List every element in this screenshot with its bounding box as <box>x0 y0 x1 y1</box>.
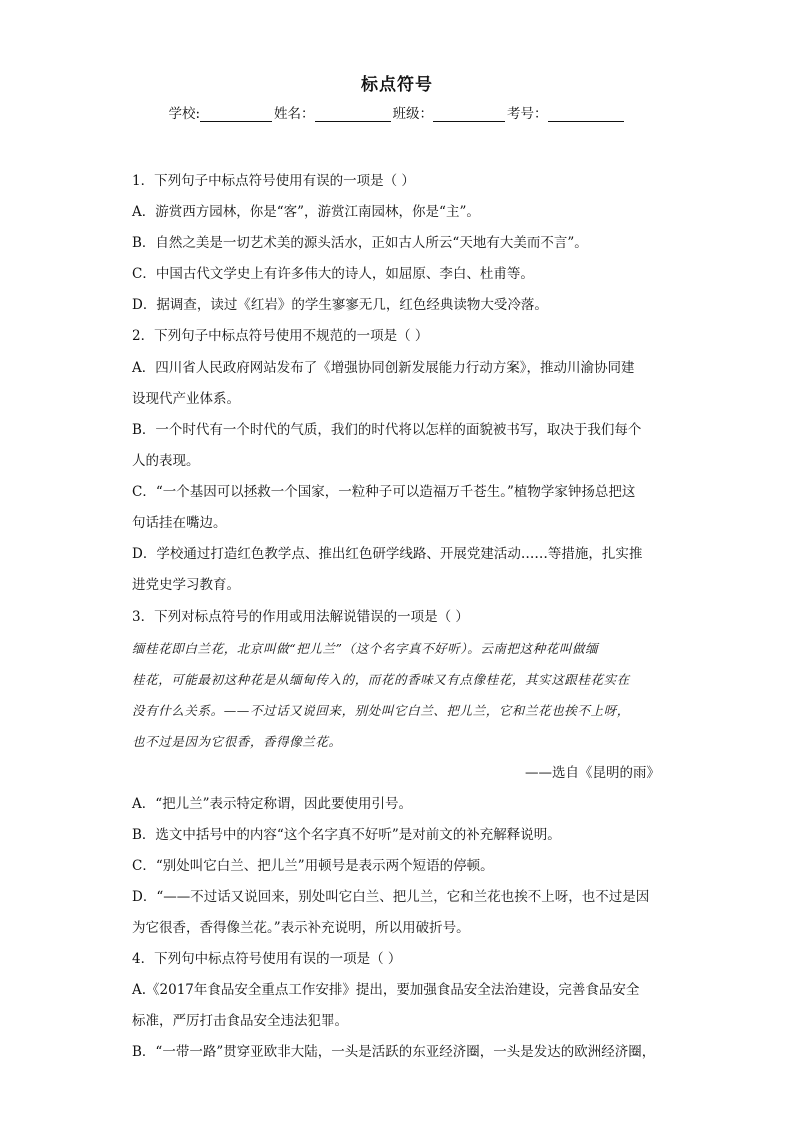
question-4-option-b: B．“一带一路”贯穿亚欧非大陆，一头是活跃的东亚经济圈，一头是发达的欧洲经济圈， <box>132 1044 656 1060</box>
school-field[interactable] <box>200 106 272 122</box>
passage-line: 没有什么关系。——不过话又说回来，别处叫它白兰、把儿兰，它和兰花也挨不上呀， <box>132 703 630 718</box>
question-2-option-d-cont: 进党史学习教育。 <box>132 577 240 593</box>
school-label: 学校: <box>168 106 201 122</box>
question-1-option-d: D．据调查，读过《红岩》的学生寥寥无几，红色经典读物大受冷落。 <box>132 297 548 313</box>
question-3-option-d: D．“——不过话又说回来，别处叫它白兰、把儿兰，它和兰花也挨不上呀，也不过是因 <box>132 889 650 905</box>
question-2-option-a-cont: 设现代产业体系。 <box>132 391 240 407</box>
question-3-option-c: C．“别处叫它白兰、把儿兰”用顿号是表示两个短语的停顿。 <box>132 858 494 874</box>
question-2-option-a: A．四川省人民政府网站发布了《增强协同创新发展能力行动方案》，推动川渝协同建 <box>132 360 635 376</box>
question-4-option-a-cont: 标准，严厉打击食品安全违法犯罪。 <box>132 1013 348 1029</box>
question-3-stem: 3．下列对标点符号的作用或用法解说错误的一项是（ ） <box>132 609 469 625</box>
name-field[interactable] <box>315 106 391 122</box>
question-2-option-d: D．学校通过打造红色教学点、推出红色研学线路、开展党建活动……等措施，扎实推 <box>132 546 643 562</box>
page-title: 标点符号 <box>361 75 433 95</box>
passage-line: 也不过是因为它很香，香得像兰花。 <box>132 734 342 749</box>
number-label: 考号： <box>507 106 548 122</box>
passage-line: 桂花，可能最初这种花是从缅甸传入的，而花的香味又有点像桂花，其实这跟桂花实在 <box>132 672 630 687</box>
question-1-option-a: A．游赏西方园林，你是“客”，游赏江南园林，你是“主”。 <box>132 204 480 220</box>
question-2-stem: 2．下列句子中标点符号使用不规范的一项是（ ） <box>132 328 429 344</box>
question-2-option-c: C．“一个基因可以拯救一个国家，一粒种子可以造福万千苍生。”植物学家钟扬总把这 <box>132 484 636 500</box>
class-field[interactable] <box>433 106 505 122</box>
question-2-option-b: B．一个时代有一个时代的气质，我们的时代将以怎样的面貌被书写，取决于我们每个 <box>132 422 642 438</box>
question-2-option-b-cont: 人的表现。 <box>132 453 200 469</box>
question-1-stem: 1．下列句子中标点符号使用有误的一项是（ ） <box>132 173 415 189</box>
question-3-option-d-cont: 为它很香，香得像兰花。”表示补充说明，所以用破折号。 <box>132 920 470 936</box>
question-3-option-b: B．选文中括号中的内容“这个名字真不好听”是对前文的补充解释说明。 <box>132 827 561 843</box>
name-label: 姓名： <box>274 106 315 122</box>
question-4-stem: 4．下列句中标点符号使用有误的一项是（ ） <box>132 951 402 967</box>
question-1-option-b: B．自然之美是一切艺术美的源头活水，正如古人所云“天地有大美而不言”。 <box>132 235 588 251</box>
question-2-option-c-cont: 句话挂在嘴边。 <box>132 515 227 531</box>
class-label: 班级： <box>392 106 434 122</box>
question-3-option-a: A．“把儿兰”表示特定称谓，因此要使用引号。 <box>132 796 413 812</box>
question-4-option-a: A.《2017年食品安全重点工作安排》提出，要加强食品安全法治建设，完善食品安全 <box>132 982 640 998</box>
question-1-option-c: C．中国古代文学史上有许多伟大的诗人，如屈原、李白、杜甫等。 <box>132 266 534 282</box>
passage-source: ——选自《昆明的雨》 <box>525 765 660 781</box>
number-field[interactable] <box>548 106 624 122</box>
student-info-line <box>0 102 794 122</box>
passage-line: 缅桂花即白兰花，北京叫做“把儿兰”（这个名字真不好听）。云南把这种花叫做缅 <box>132 641 599 656</box>
